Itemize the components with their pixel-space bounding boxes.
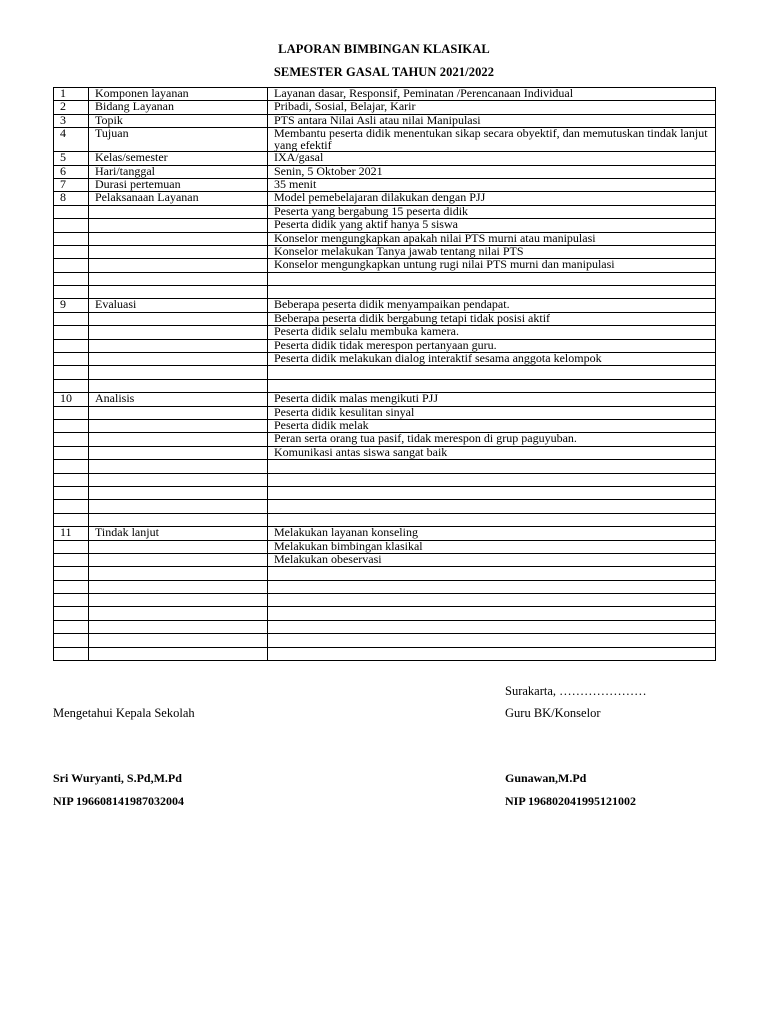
row-content: Senin, 5 Oktober 2021 <box>268 165 716 178</box>
row-label <box>89 486 268 499</box>
row-label: Durasi pertemuan <box>89 178 268 191</box>
row-content <box>268 607 716 620</box>
row-content: Konselor mengungkapkan apakah nilai PTS murni atau manipulasi <box>268 232 716 245</box>
table-row <box>54 128 716 152</box>
row-number <box>54 219 89 232</box>
row-content <box>268 366 716 379</box>
row-number <box>54 205 89 218</box>
row-label: Analisis <box>89 393 268 406</box>
row-number: 3 <box>54 114 89 127</box>
row-label <box>89 620 268 633</box>
table-row <box>54 205 716 218</box>
row-label <box>89 594 268 607</box>
row-label <box>89 339 268 352</box>
row-number <box>54 553 89 566</box>
row-label <box>89 567 268 580</box>
row-number <box>54 607 89 620</box>
row-content: Beberapa peserta didik menyampaikan pendapat. <box>268 299 716 312</box>
row-number <box>54 245 89 258</box>
row-content <box>268 567 716 580</box>
table-row <box>54 486 716 499</box>
row-number: 8 <box>54 192 89 205</box>
row-number <box>54 580 89 593</box>
row-label <box>89 286 268 299</box>
row-label <box>89 540 268 553</box>
row-content: Peserta didik malas mengikuti PJJ <box>268 393 716 406</box>
row-number: 1 <box>54 88 89 101</box>
row-number <box>54 500 89 513</box>
row-number: 7 <box>54 178 89 191</box>
row-content: Peserta didik yang aktif hanya 5 siswa <box>268 219 716 232</box>
row-label <box>89 513 268 526</box>
row-label <box>89 580 268 593</box>
table-row <box>54 527 716 540</box>
principal-role: Mengetahui Kepala Sekolah <box>53 706 195 720</box>
row-number <box>54 620 89 633</box>
table-row <box>54 232 716 245</box>
table-row <box>54 178 716 191</box>
row-number <box>54 406 89 419</box>
row-content: Komunikasi antas siswa sangat baik <box>268 446 716 459</box>
row-number: 10 <box>54 393 89 406</box>
row-content: 35 menit <box>268 178 716 191</box>
row-content <box>268 473 716 486</box>
row-label <box>89 553 268 566</box>
row-number <box>54 259 89 272</box>
table-row <box>54 353 716 366</box>
row-number: 4 <box>54 128 89 152</box>
row-number <box>54 473 89 486</box>
table-row <box>54 406 716 419</box>
row-content: Melakukan bimbingan klasikal <box>268 540 716 553</box>
row-number <box>54 312 89 325</box>
row-label <box>89 419 268 432</box>
table-row <box>54 326 716 339</box>
table-row <box>54 513 716 526</box>
table-row <box>54 379 716 392</box>
row-label <box>89 272 268 285</box>
report-subtitle: SEMESTER GASAL TAHUN 2021/2022 <box>273 65 495 79</box>
table-row <box>54 245 716 258</box>
row-label <box>89 259 268 272</box>
row-number <box>54 634 89 647</box>
row-number <box>54 594 89 607</box>
row-number: 6 <box>54 165 89 178</box>
row-content: Pribadi, Sosial, Belajar, Karir <box>268 101 716 114</box>
row-content: Peran serta orang tua pasif, tidak merespon di grup paguyuban. <box>268 433 716 446</box>
table-row <box>54 580 716 593</box>
row-label: Evaluasi <box>89 299 268 312</box>
table-row <box>54 460 716 473</box>
row-content: Konselor melakukan Tanya jawab tentang nilai PTS <box>268 245 716 258</box>
row-label: Hari/tanggal <box>89 165 268 178</box>
row-number <box>54 446 89 459</box>
row-label <box>89 473 268 486</box>
table-row <box>54 286 716 299</box>
row-label: Pelaksanaan Layanan <box>89 192 268 205</box>
row-label <box>89 607 268 620</box>
row-label <box>89 379 268 392</box>
row-label <box>89 245 268 258</box>
row-content <box>268 486 716 499</box>
row-number <box>54 419 89 432</box>
table-row <box>54 433 716 446</box>
row-number <box>54 486 89 499</box>
row-number <box>54 326 89 339</box>
row-number <box>54 353 89 366</box>
row-number <box>54 433 89 446</box>
row-content <box>268 272 716 285</box>
row-number <box>54 286 89 299</box>
table-row <box>54 393 716 406</box>
row-number <box>54 366 89 379</box>
row-content: Peserta didik selalu membuka kamera. <box>268 326 716 339</box>
counselor-name: Gunawan,M.Pd <box>505 771 587 785</box>
row-label: Komponen layanan <box>89 88 268 101</box>
counselor-role: Guru BK/Konselor <box>505 706 601 720</box>
row-content: Layanan dasar, Responsif, Peminatan /Perencanaan Individual <box>268 88 716 101</box>
row-number: 9 <box>54 299 89 312</box>
row-content: PTS antara Nilai Asli atau nilai Manipulasi <box>268 114 716 127</box>
report-title: LAPORAN BIMBINGAN KLASIKAL <box>278 42 490 56</box>
row-label <box>89 634 268 647</box>
table-row <box>54 594 716 607</box>
row-label <box>89 446 268 459</box>
row-content <box>268 460 716 473</box>
place-date: Surakarta, ………………… <box>505 684 647 698</box>
row-number: 2 <box>54 101 89 114</box>
report-table-body <box>54 88 716 661</box>
table-row <box>54 607 716 620</box>
table-row <box>54 567 716 580</box>
row-number <box>54 540 89 553</box>
row-content <box>268 286 716 299</box>
table-row <box>54 553 716 566</box>
row-number <box>54 339 89 352</box>
row-content <box>268 500 716 513</box>
row-content: Peserta didik kesulitan sinyal <box>268 406 716 419</box>
counselor-nip: NIP 196802041995121002 <box>505 794 637 808</box>
row-label: Topik <box>89 114 268 127</box>
principal-name: Sri Wuryanti, S.Pd,M.Pd <box>53 771 182 785</box>
table-row <box>54 101 716 114</box>
table-row <box>54 473 716 486</box>
table-row <box>54 312 716 325</box>
row-content <box>268 513 716 526</box>
row-label: Kelas/semester <box>89 152 268 165</box>
row-label <box>89 312 268 325</box>
principal-nip: NIP 196608141987032004 <box>53 794 185 808</box>
row-label <box>89 205 268 218</box>
row-label <box>89 366 268 379</box>
row-number: 5 <box>54 152 89 165</box>
row-number <box>54 567 89 580</box>
row-number <box>54 232 89 245</box>
row-content <box>268 634 716 647</box>
row-number <box>54 647 89 660</box>
table-row <box>54 647 716 660</box>
row-label <box>89 433 268 446</box>
row-content: Beberapa peserta didik bergabung tetapi tidak posisi aktif <box>268 312 716 325</box>
table-row <box>54 192 716 205</box>
row-content: Membantu peserta didik menentukan sikap secara obyektif, dan memutuskan tindak lanjut yang efektif <box>268 128 716 152</box>
table-row <box>54 339 716 352</box>
row-label <box>89 460 268 473</box>
row-label <box>89 647 268 660</box>
table-row <box>54 299 716 312</box>
row-number <box>54 513 89 526</box>
table-row <box>54 634 716 647</box>
table-row <box>54 152 716 165</box>
table-row <box>54 620 716 633</box>
row-content: IXA/gasal <box>268 152 716 165</box>
row-content <box>268 379 716 392</box>
table-row <box>54 366 716 379</box>
report-table <box>53 87 716 661</box>
table-row <box>54 419 716 432</box>
table-row <box>54 500 716 513</box>
row-content <box>268 620 716 633</box>
row-content: Melakukan layanan konseling <box>268 527 716 540</box>
row-number <box>54 460 89 473</box>
row-content: Peserta didik melakukan dialog interaktif sesama anggota kelompok <box>268 353 716 366</box>
row-label: Tindak lanjut <box>89 527 268 540</box>
table-row <box>54 88 716 101</box>
row-label <box>89 406 268 419</box>
row-content: Konselor mengungkapkan untung rugi nilai PTS murni dan manipulasi <box>268 259 716 272</box>
row-label <box>89 232 268 245</box>
row-label <box>89 353 268 366</box>
row-content: Peserta yang bergabung 15 peserta didik <box>268 205 716 218</box>
table-row <box>54 272 716 285</box>
table-row <box>54 114 716 127</box>
row-label: Tujuan <box>89 128 268 152</box>
row-label: Bidang Layanan <box>89 101 268 114</box>
table-row <box>54 540 716 553</box>
row-label <box>89 326 268 339</box>
table-row <box>54 219 716 232</box>
row-number <box>54 379 89 392</box>
table-row <box>54 446 716 459</box>
row-content <box>268 647 716 660</box>
row-label <box>89 219 268 232</box>
row-number <box>54 272 89 285</box>
row-label <box>89 500 268 513</box>
row-content: Peserta didik melak <box>268 419 716 432</box>
row-content: Peserta didik tidak merespon pertanyaan guru. <box>268 339 716 352</box>
row-content: Melakukan obeservasi <box>268 553 716 566</box>
table-row <box>54 165 716 178</box>
row-number: 11 <box>54 527 89 540</box>
row-content <box>268 594 716 607</box>
row-content: Model pemebelajaran dilakukan dengan PJJ <box>268 192 716 205</box>
row-content <box>268 580 716 593</box>
table-row <box>54 259 716 272</box>
